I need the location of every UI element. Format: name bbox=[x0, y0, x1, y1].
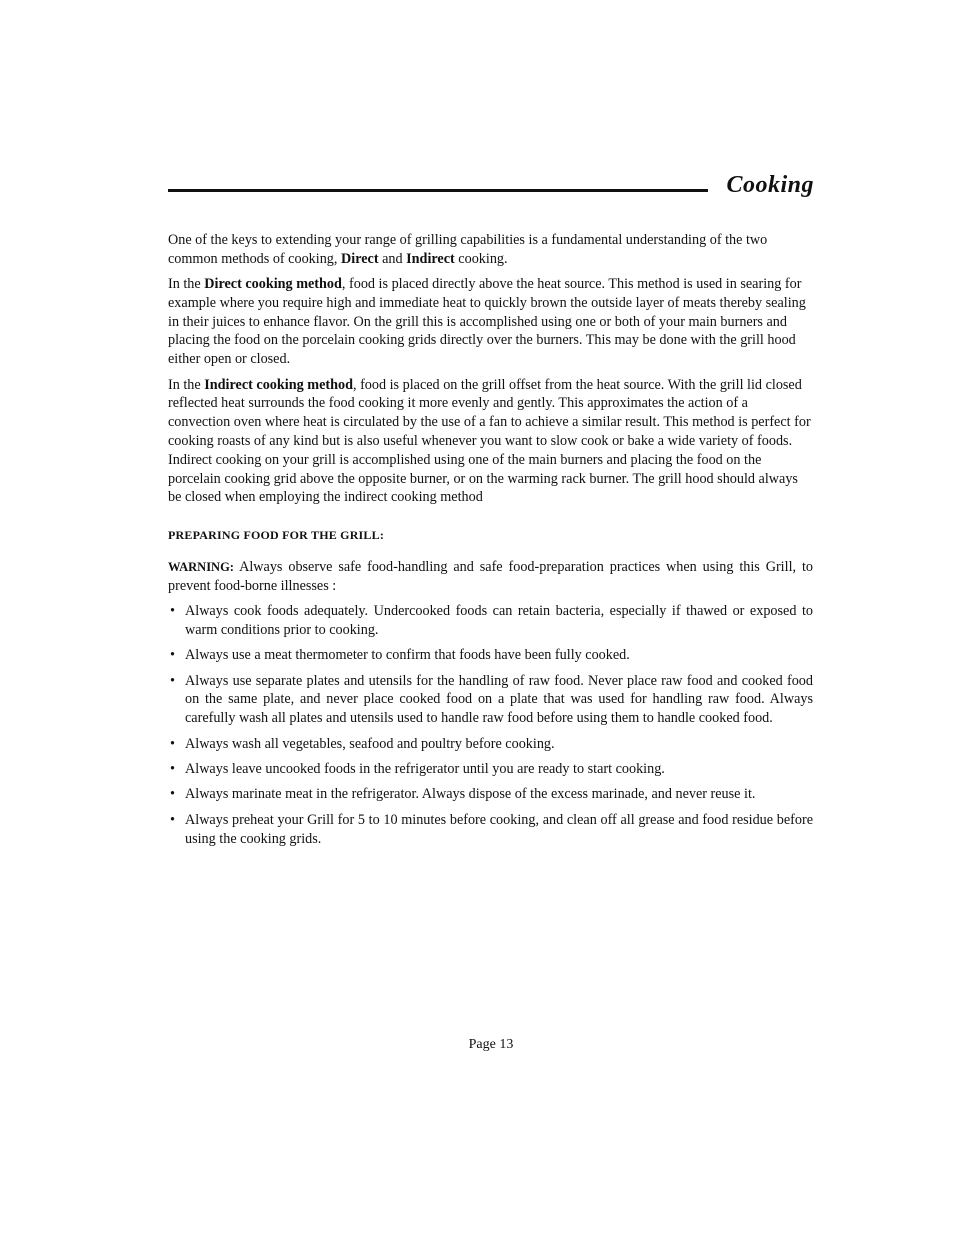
intro-and: and bbox=[378, 250, 407, 267]
intro-indirect-term: Indirect bbox=[406, 250, 455, 267]
indirect-paragraph bbox=[168, 376, 813, 508]
page-header bbox=[168, 172, 814, 202]
bullet-icon: • bbox=[170, 786, 175, 803]
bullet-icon: • bbox=[170, 761, 175, 777]
bullet-icon: • bbox=[170, 647, 175, 664]
indirect-prefix: In the bbox=[168, 376, 205, 393]
list-item bbox=[168, 735, 813, 754]
list-item-text: Always use separate plates and utensils for the handling of raw food. Never place raw food and cooked food on the same plate, and never place cooked food on a plate that was used for handling raw food. Always carefully wash all plates and utensils used to handle raw food before using them to handle cooked food. bbox=[185, 672, 813, 727]
warning-label: WARNING: bbox=[168, 559, 234, 574]
direct-prefix: In the bbox=[168, 276, 205, 293]
list-item bbox=[168, 760, 813, 779]
direct-term: Direct cooking method bbox=[204, 276, 342, 293]
indirect-body: , food is placed on the grill offset from the heat source. With the grill lid closed reflected heat surrounds the food cooking it more evenly and gently. This approximates the action of a convection oven where heat is circulated by the use of a fan to achieve a similar result. This method is perfect for cooking roasts of any kind but is also useful whenever you want to slow cook or bake a wide variety of foods. Indirect cooking on your grill is accomplished using one of the main burners and placing the food on the porcelain cooking grid above the opposite burner, or on the warming rack burner. The grill hood should always be closed when employing the indirect cooking method bbox=[168, 376, 811, 506]
intro-end: cooking. bbox=[454, 250, 508, 267]
list-item-text: Always preheat your Grill for 5 to 10 minutes before cooking, and clean off all grease and food residue before using the cooking grids. bbox=[185, 811, 813, 847]
list-item-text: Always wash all vegetables, seafood and poultry before cooking. bbox=[185, 735, 555, 752]
header-rule bbox=[168, 189, 708, 192]
list-item bbox=[168, 646, 813, 665]
list-item-text: Always marinate meat in the refrigerator. Always dispose of the excess marinade, and never reuse it. bbox=[185, 786, 756, 803]
intro-text: One of the keys to extending your range of grilling capabilities is a fundamental understanding of the two common methods of cooking, bbox=[168, 232, 768, 267]
page-title: Cooking bbox=[726, 172, 814, 198]
page-number: Page 13 bbox=[468, 1037, 514, 1052]
list-item bbox=[168, 811, 813, 849]
list-item-text: Always leave uncooked foods in the refrigerator until you are ready to start cooking. bbox=[185, 761, 665, 777]
bullet-icon: • bbox=[170, 603, 175, 620]
warning-text: Always observe safe food-handling and safe food-preparation practices when using this Grill, to prevent food-borne illnesses : bbox=[168, 558, 813, 594]
list-item bbox=[168, 602, 813, 640]
intro-paragraph bbox=[168, 231, 813, 269]
warning-paragraph bbox=[168, 558, 813, 596]
list-item-text: Always use a meat thermometer to confirm that foods have been fully cooked. bbox=[185, 647, 630, 664]
list-item bbox=[168, 672, 813, 728]
bullet-icon: • bbox=[170, 672, 175, 689]
safety-list bbox=[168, 602, 813, 848]
section-heading: PREPARING FOOD FOR THE GRILL: bbox=[168, 528, 385, 543]
list-item-text: Always cook foods adequately. Undercooked foods can retain bacteria, especially if thawed or exposed to warm conditions prior to cooking. bbox=[185, 603, 813, 638]
bullet-icon: • bbox=[170, 811, 175, 828]
page-content bbox=[168, 231, 813, 855]
intro-direct-term: Direct bbox=[341, 250, 379, 267]
indirect-term: Indirect cooking method bbox=[204, 376, 353, 393]
bullet-icon: • bbox=[170, 735, 175, 752]
list-item bbox=[168, 785, 813, 804]
direct-body: , food is placed directly above the heat source. This method is used in searing for example where you require high and immediate heat to quickly brown the outside layer of meats thereby sealing in their juices to enhance flavor. On the grill this is accomplished using one or both of your main burners and placing the food on the porcelain cooking grids directly over the burners. This may be done with the grill hood either open or closed. bbox=[168, 276, 806, 368]
direct-paragraph bbox=[168, 275, 813, 369]
